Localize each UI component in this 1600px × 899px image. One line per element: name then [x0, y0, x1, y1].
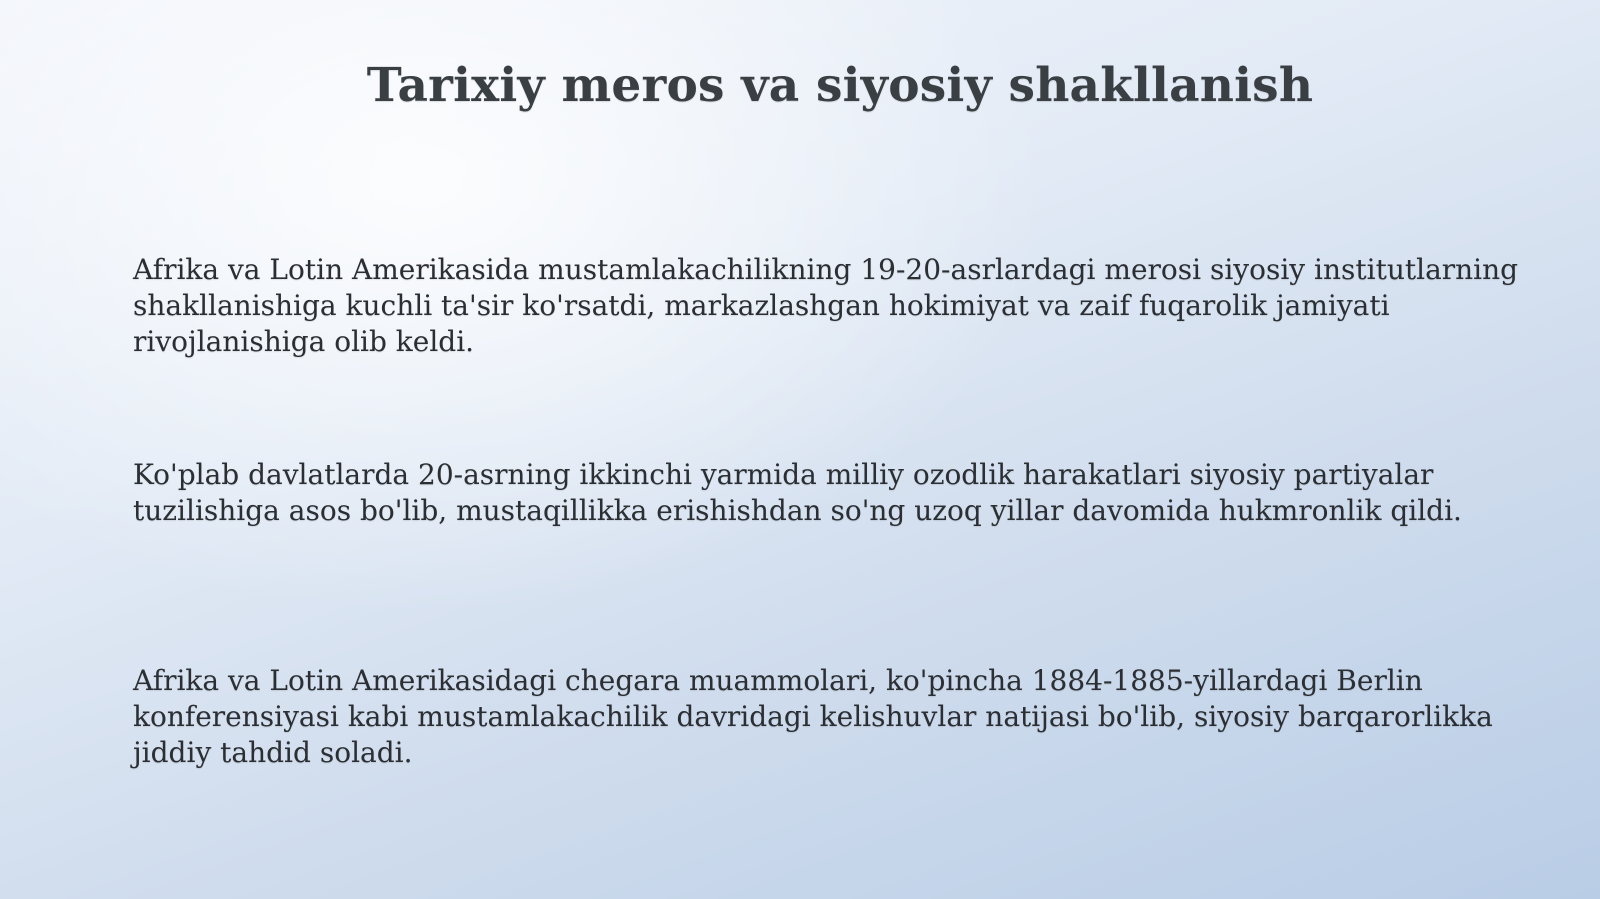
- body-paragraph-2: Ko'plab davlatlarda 20-asrning ikkinchi yarmida milliy ozodlik harakatlari siyosiy partiyalar tuzilishiga asos bo'lib, mustaqillikka erishishdan so'ng uzoq yillar davomida hukmronlik qildi.: [133, 458, 1462, 527]
- slide-title: Tarixiy meros va siyosiy shakllanish: [366, 58, 1314, 113]
- body-paragraph-1: Afrika va Lotin Amerikasida mustamlakachilikning 19-20-asrlardagi merosi siyosiy institutlarning shakllanishiga kuchli ta'sir ko'rsatdi, markazlashgan hokimiyat va zaif fuqarolik jamiyati rivojlanishiga olib keldi.: [133, 253, 1519, 358]
- body-paragraph-3: Afrika va Lotin Amerikasidagi chegara muammolari, ko'pincha 1884-1885-yillardagi Berlin konferensiyasi kabi mustamlakachilik davridagi kelishuvlar natijasi bo'lib, siyosiy barqarorlikka jiddiy tahdid soladi.: [133, 664, 1493, 769]
